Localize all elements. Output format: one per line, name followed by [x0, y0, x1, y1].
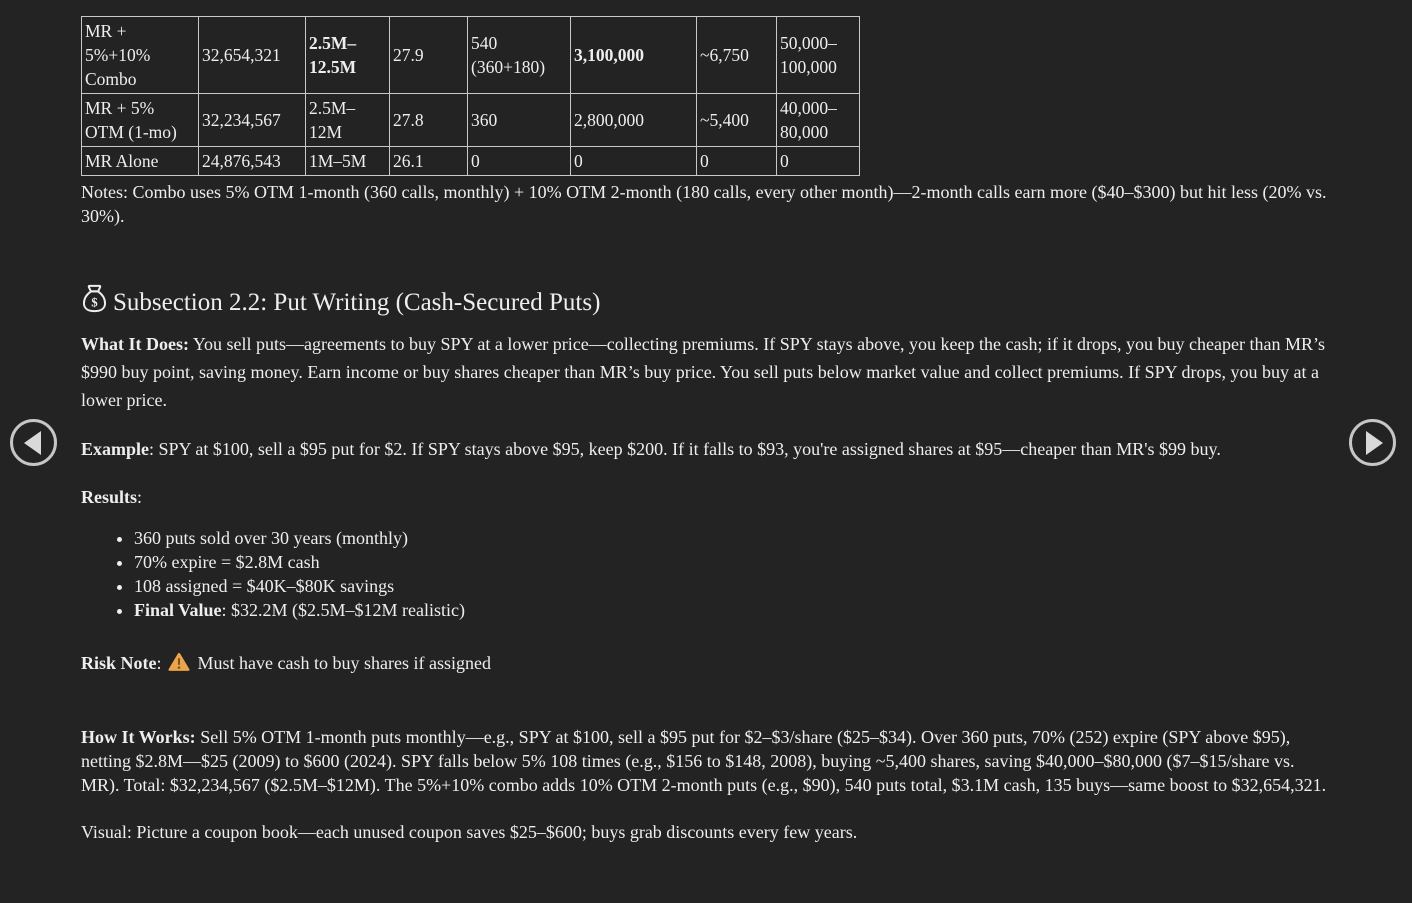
- next-page-button[interactable]: [1349, 419, 1396, 466]
- list-item: • Final Value: $32.2M ($2.5M–$12M realistic): [134, 598, 1327, 622]
- list-item: • 360 puts sold over 30 years (monthly): [134, 526, 1327, 550]
- prev-page-button[interactable]: [10, 419, 57, 466]
- table-cell: 360: [468, 94, 571, 147]
- section-title: Subsection 2.2: Put Writing (Cash-Secured Puts): [113, 289, 601, 316]
- table-row: [82, 147, 860, 176]
- table-notes: Notes: Combo uses 5% OTM 1-month (360 calls, monthly) + 10% OTM 2-month (180 calls, every other month)—2-month calls earn more ($40–$300) but hit less (20% vs. 30%).: [81, 182, 1327, 226]
- how-it-works-paragraph: How It Works: Sell 5% OTM 1-month puts monthly—e.g., SPY at $100, sell a $95 put for $2–$3/share ($25–$34). Over 360 puts, 70% (252) expire (SPY above $95), netting $2.8M—$25 (2009) to $600 (2024). SPY falls below 5% 108 times (e.g., $156 to $148, 2008), buying ~5,400 shares, saving $40,000–$80,000 ($7–$15/share vs. MR). Total: $32,234,567 ($2.5M–$12M). The 5%+10% combo adds 10% OTM 2-month puts (e.g., $90), 540 puts total, $3.1M cash, 135 buys—same boost to $32,654,321.: [81, 727, 1327, 795]
- table-cell: 540 (360+180): [468, 17, 571, 94]
- list-item: • 70% expire = $2.8M cash: [134, 550, 1327, 574]
- svg-text:$: $: [91, 295, 98, 310]
- list-item: • 108 assigned = $40K–$80K savings: [134, 574, 1327, 598]
- table-cell: MR Alone: [82, 147, 199, 176]
- results-list: [81, 526, 1327, 622]
- table-cell: 24,876,543: [199, 147, 306, 176]
- table-cell: 2.5M–12M: [306, 94, 390, 147]
- table-cell: 0: [777, 147, 860, 176]
- example-paragraph: Example: SPY at $100, sell a $95 put for $2. If SPY stays above $95, keep $200. If it falls to $93, you're assigned shares at $95—cheaper than MR's $99 buy.: [81, 439, 1221, 459]
- warning-icon: [168, 656, 190, 676]
- table-cell: 32,234,567: [199, 94, 306, 147]
- table-cell: 40,000–80,000: [777, 94, 860, 147]
- section-heading: [81, 284, 1327, 322]
- table-cell: MR + 5%+10% Combo: [82, 17, 199, 94]
- table-row: [82, 17, 860, 94]
- risk-note: Risk Note: Must have cash to buy shares if assigned: [81, 649, 1327, 680]
- table-cell: 2,800,000: [571, 94, 697, 147]
- table-cell: 1M–5M: [306, 147, 390, 176]
- table-cell: 27.9: [390, 17, 468, 94]
- visual-paragraph: Visual: Picture a coupon book—each unused coupon saves $25–$600; buys grab discounts every few years.: [81, 822, 858, 842]
- table-cell: 3,100,000: [571, 17, 697, 94]
- table-cell: ~5,400: [697, 94, 777, 147]
- table-cell: 32,654,321: [199, 17, 306, 94]
- table-cell: 26.1: [390, 147, 468, 176]
- table-cell: 2.5M–12.5M: [306, 17, 390, 94]
- comparison-table: [81, 16, 860, 176]
- what-it-does-label: What It Does:: [81, 334, 189, 354]
- document-content: [81, 16, 1327, 844]
- table-cell: ~6,750: [697, 17, 777, 94]
- chevron-left-icon: [24, 431, 41, 455]
- table-row: [82, 94, 860, 147]
- table-cell: 0: [468, 147, 571, 176]
- table-cell: 50,000–100,000: [777, 17, 860, 94]
- table-cell: MR + 5% OTM (1-mo): [82, 94, 199, 147]
- table-cell: 0: [697, 147, 777, 176]
- chevron-right-icon: [1366, 431, 1383, 455]
- how-it-works-label: How It Works:: [81, 727, 196, 747]
- money-bag-icon: [81, 284, 108, 322]
- table-cell: 27.8: [390, 94, 468, 147]
- results-label: Results:: [81, 487, 143, 507]
- what-it-does-paragraph: What It Does: You sell puts—agreements to buy SPY at a lower price—collecting premiums. If SPY stays above, you keep the cash; if it drops, you buy cheaper than MR’s $990 buy point, saving money. Earn income or buy shares cheaper than MR’s buy price. You sell puts below market value and collect premiums. If SPY drops, you buy at a lower price.: [81, 334, 1325, 410]
- example-label: Example: [81, 439, 150, 459]
- table-cell: 0: [571, 147, 697, 176]
